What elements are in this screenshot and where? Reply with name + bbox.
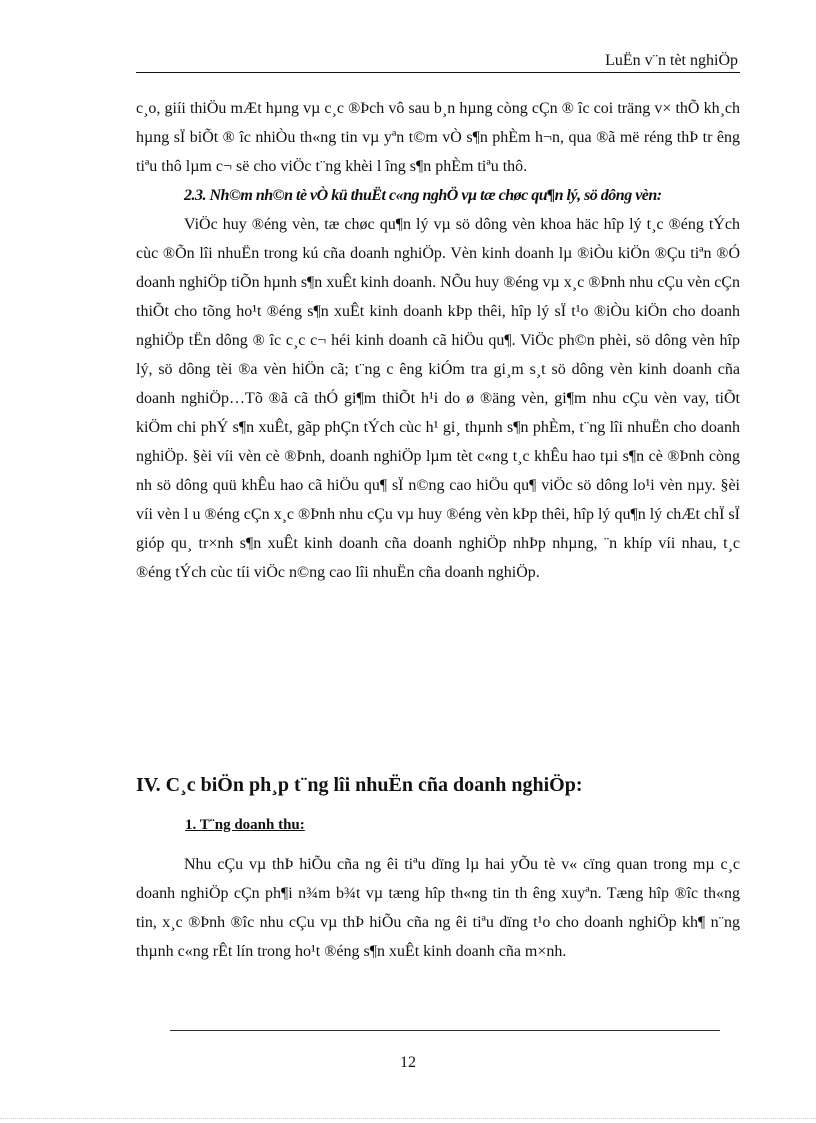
section-iv-heading: IV. C¸c biÖn ph¸p t¨ng lîi nhuËn cña doanh nghiÖp: — [136, 774, 583, 796]
body-block-1 — [136, 94, 740, 587]
running-header-title: LuËn v¨n tèt nghiÖp — [605, 52, 738, 69]
paragraph-continuation: c¸o, giíi thiÖu mÆt hµng vµ c¸c ®Þch vô sau b¸n hµng còng cÇn ® îc coi träng v× thÕ kh¸ch hµng sÏ biÕt ® îc nhiÒu th«ng tin vµ yªn t©m vÒ s¶n phÈm h¬n, qua ®ã më réng thÞ tr êng tiªu thô lµm c¬ së cho viÖc t¨ng khèi l îng s¶n phÈm tiªu thô. — [136, 100, 740, 175]
subsection-2-3-heading: 2.3. Nh©m nh©n tè vÒ kü thuËt c«ng nghÖ vµ tæ chøc qu¶n lý, sö dông vèn: — [184, 187, 662, 204]
header-rule — [136, 72, 740, 73]
paragraph-capital: ViÖc huy ®éng vèn, tæ chøc qu¶n lý vµ sö dông vèn khoa häc hîp lý t¸c ®éng tÝch cùc ®Õn lîi nhuËn trong kú cña doanh nghiÖp. Vèn kinh doanh lµ ®iÒu kiÖn ®Çu tiªn ®Ó doanh nghiÖp tiÕn hµnh s¶n xuÊt kinh doanh. NÕu huy ®éng vµ x¸c ®Þnh nhu cÇu vèn cÇn thiÕt cho tõng ho¹t ®éng s¶n xuÊt kinh doanh kÞp thêi, hîp lý sÏ t¹o ®iÒu kiÖn cho doanh nghiÖp tËn dông ® îc c¸c c¬ héi kinh doanh cã hiÖu qu¶. ViÖc ph©n phèi, sö dông vèn hîp lý, sö dông tèi ®a vèn hiÖn cã; t¨ng c êng kiÓm tra gi¸m s¸t sö dông vèn kinh doanh cña doanh nghiÖp…Tõ ®ã cã thÓ gi¶m thiÕt h¹i do ø ®äng vèn, gi¶m nhu cÇu vèn vay, tiÕt kiÖm chi phÝ s¶n xuÊt, gãp phÇn tÝch cùc h¹ gi¸ thµnh s¶n phÈm, t¨ng lîi nhuËn cho doanh nghiÖp. §èi víi vèn cè ®Þnh, doanh nghiÖp lµm tèt c«ng t¸c khÊu hao tµi s¶n cè ®Þnh còng nh sö dông quü khÊu hao cã hiÖu qu¶ sÏ n©ng cao hiÖu qu¶ viÖc sö dông lo¹i vèn nµy. §èi víi vèn l u ®éng cÇn x¸c ®Þnh nhu cÇu vµ huy ®éng vèn kÞp thêi, hîp lý qu¶n lý chÆt chÏ sÏ gióp qu¸ tr×nh s¶n xuÊt kinh doanh cña doanh nghiÖp nhÞp nhµng, ¨n khíp víi nhau, t¸c ®éng tÝch cùc tíi viÖc n©ng cao lîi nhuËn cña doanh nghiÖp. — [136, 216, 740, 581]
page-bottom-border — [0, 1118, 816, 1119]
page-number: 12 — [400, 1054, 416, 1071]
paragraph-revenue: Nhu cÇu vµ thÞ hiÕu cña ng êi tiªu dïng lµ hai yÕu tè v« cïng quan trong mµ c¸c doanh nghiÖp cÇn ph¶i n¾m b¾t vµ tæng hîp th«ng tin th êng xuyªn. Tæng hîp ®îc th«ng tin, x¸c ®Þnh ®îc nhu cÇu vµ thÞ hiÕu cña ng êi tiªu dïng t¹o cho doanh nghiÖp kh¶ n¨ng thµnh c«ng rÊt lín trong ho¹t ®éng s¶n xuÊt kinh doanh cña m×nh. — [136, 856, 740, 960]
subsection-1-heading: 1. T¨ng doanh thu: — [185, 817, 305, 833]
body-block-2 — [136, 850, 740, 966]
footer-rule — [170, 1030, 720, 1031]
